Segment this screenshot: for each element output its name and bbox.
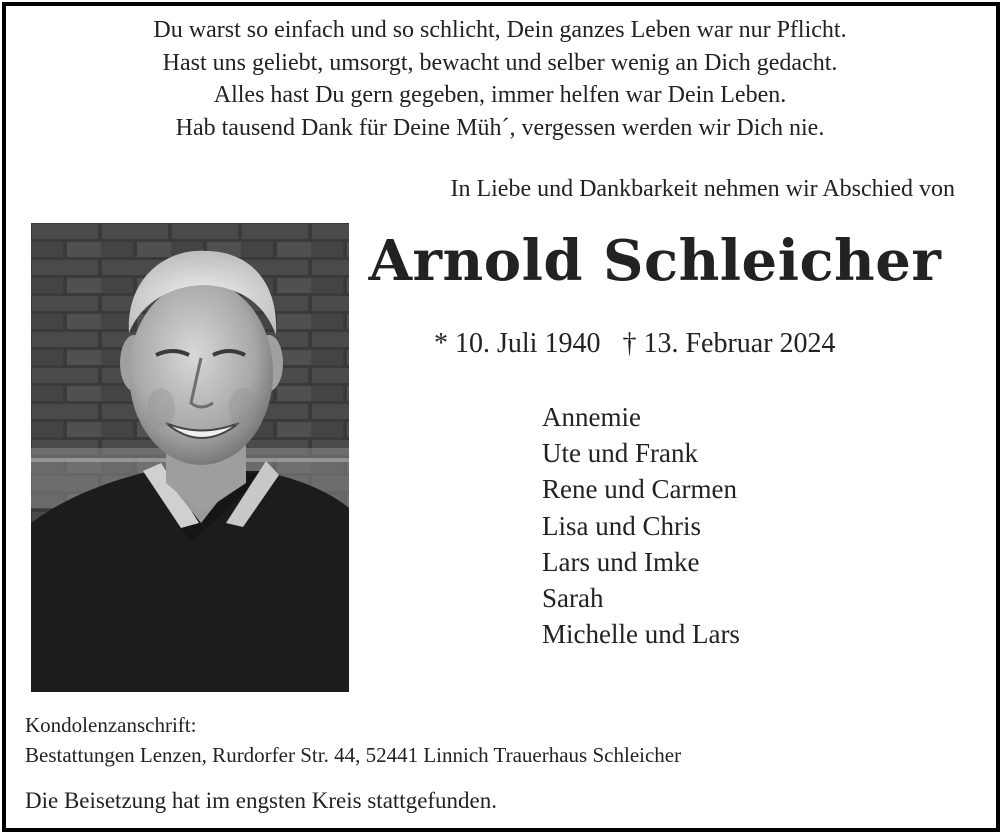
poem-line: Hab tausend Dank für Deine Müh´, vergessen werden wir Dich nie. [175,114,825,141]
deceased-name: Arnold Schleicher [368,228,942,294]
death-date: † 13. Februar 2024 [622,328,836,359]
family-member: Annemie [542,402,641,432]
condolence-address-line: Bestattungen Lenzen, Rurdorfer Str. 44, 52441 Linnich Trauerhaus Schleicher [25,743,682,767]
family-list [542,399,740,652]
condolence-label: Kondolenzanschrift: [25,713,197,737]
family-member: Michelle und Lars [542,619,740,650]
family-member: Sarah [542,583,604,614]
family-member: Ute und Frank [542,438,698,469]
condolence-address [25,710,681,770]
poem [0,14,1000,144]
family-member: Lars und Imke [542,546,700,577]
family-member: Lisa und Chris [542,510,701,541]
farewell-intro: In Liebe und Dankbarkeit nehmen wir Abschied von [450,176,955,202]
poem-line: Alles hast Du gern gegeben, immer helfen war Dein Leben. [213,82,787,108]
portrait-photo [31,223,349,692]
poem-line: Hast uns geliebt, umsorgt, bewacht und selber wenig an Dich gedacht. [162,49,838,76]
life-dates [434,328,836,360]
poem-line: Du warst so einfach und so schlicht, Dein ganzes Leben war nur Pflicht. [153,17,847,43]
portrait-image [31,223,349,692]
birth-date: * 10. Juli 1940 [434,328,601,359]
burial-note: Die Beisetzung hat im engsten Kreis stattgefunden. [25,788,498,813]
family-member: Rene und Carmen [542,474,737,505]
